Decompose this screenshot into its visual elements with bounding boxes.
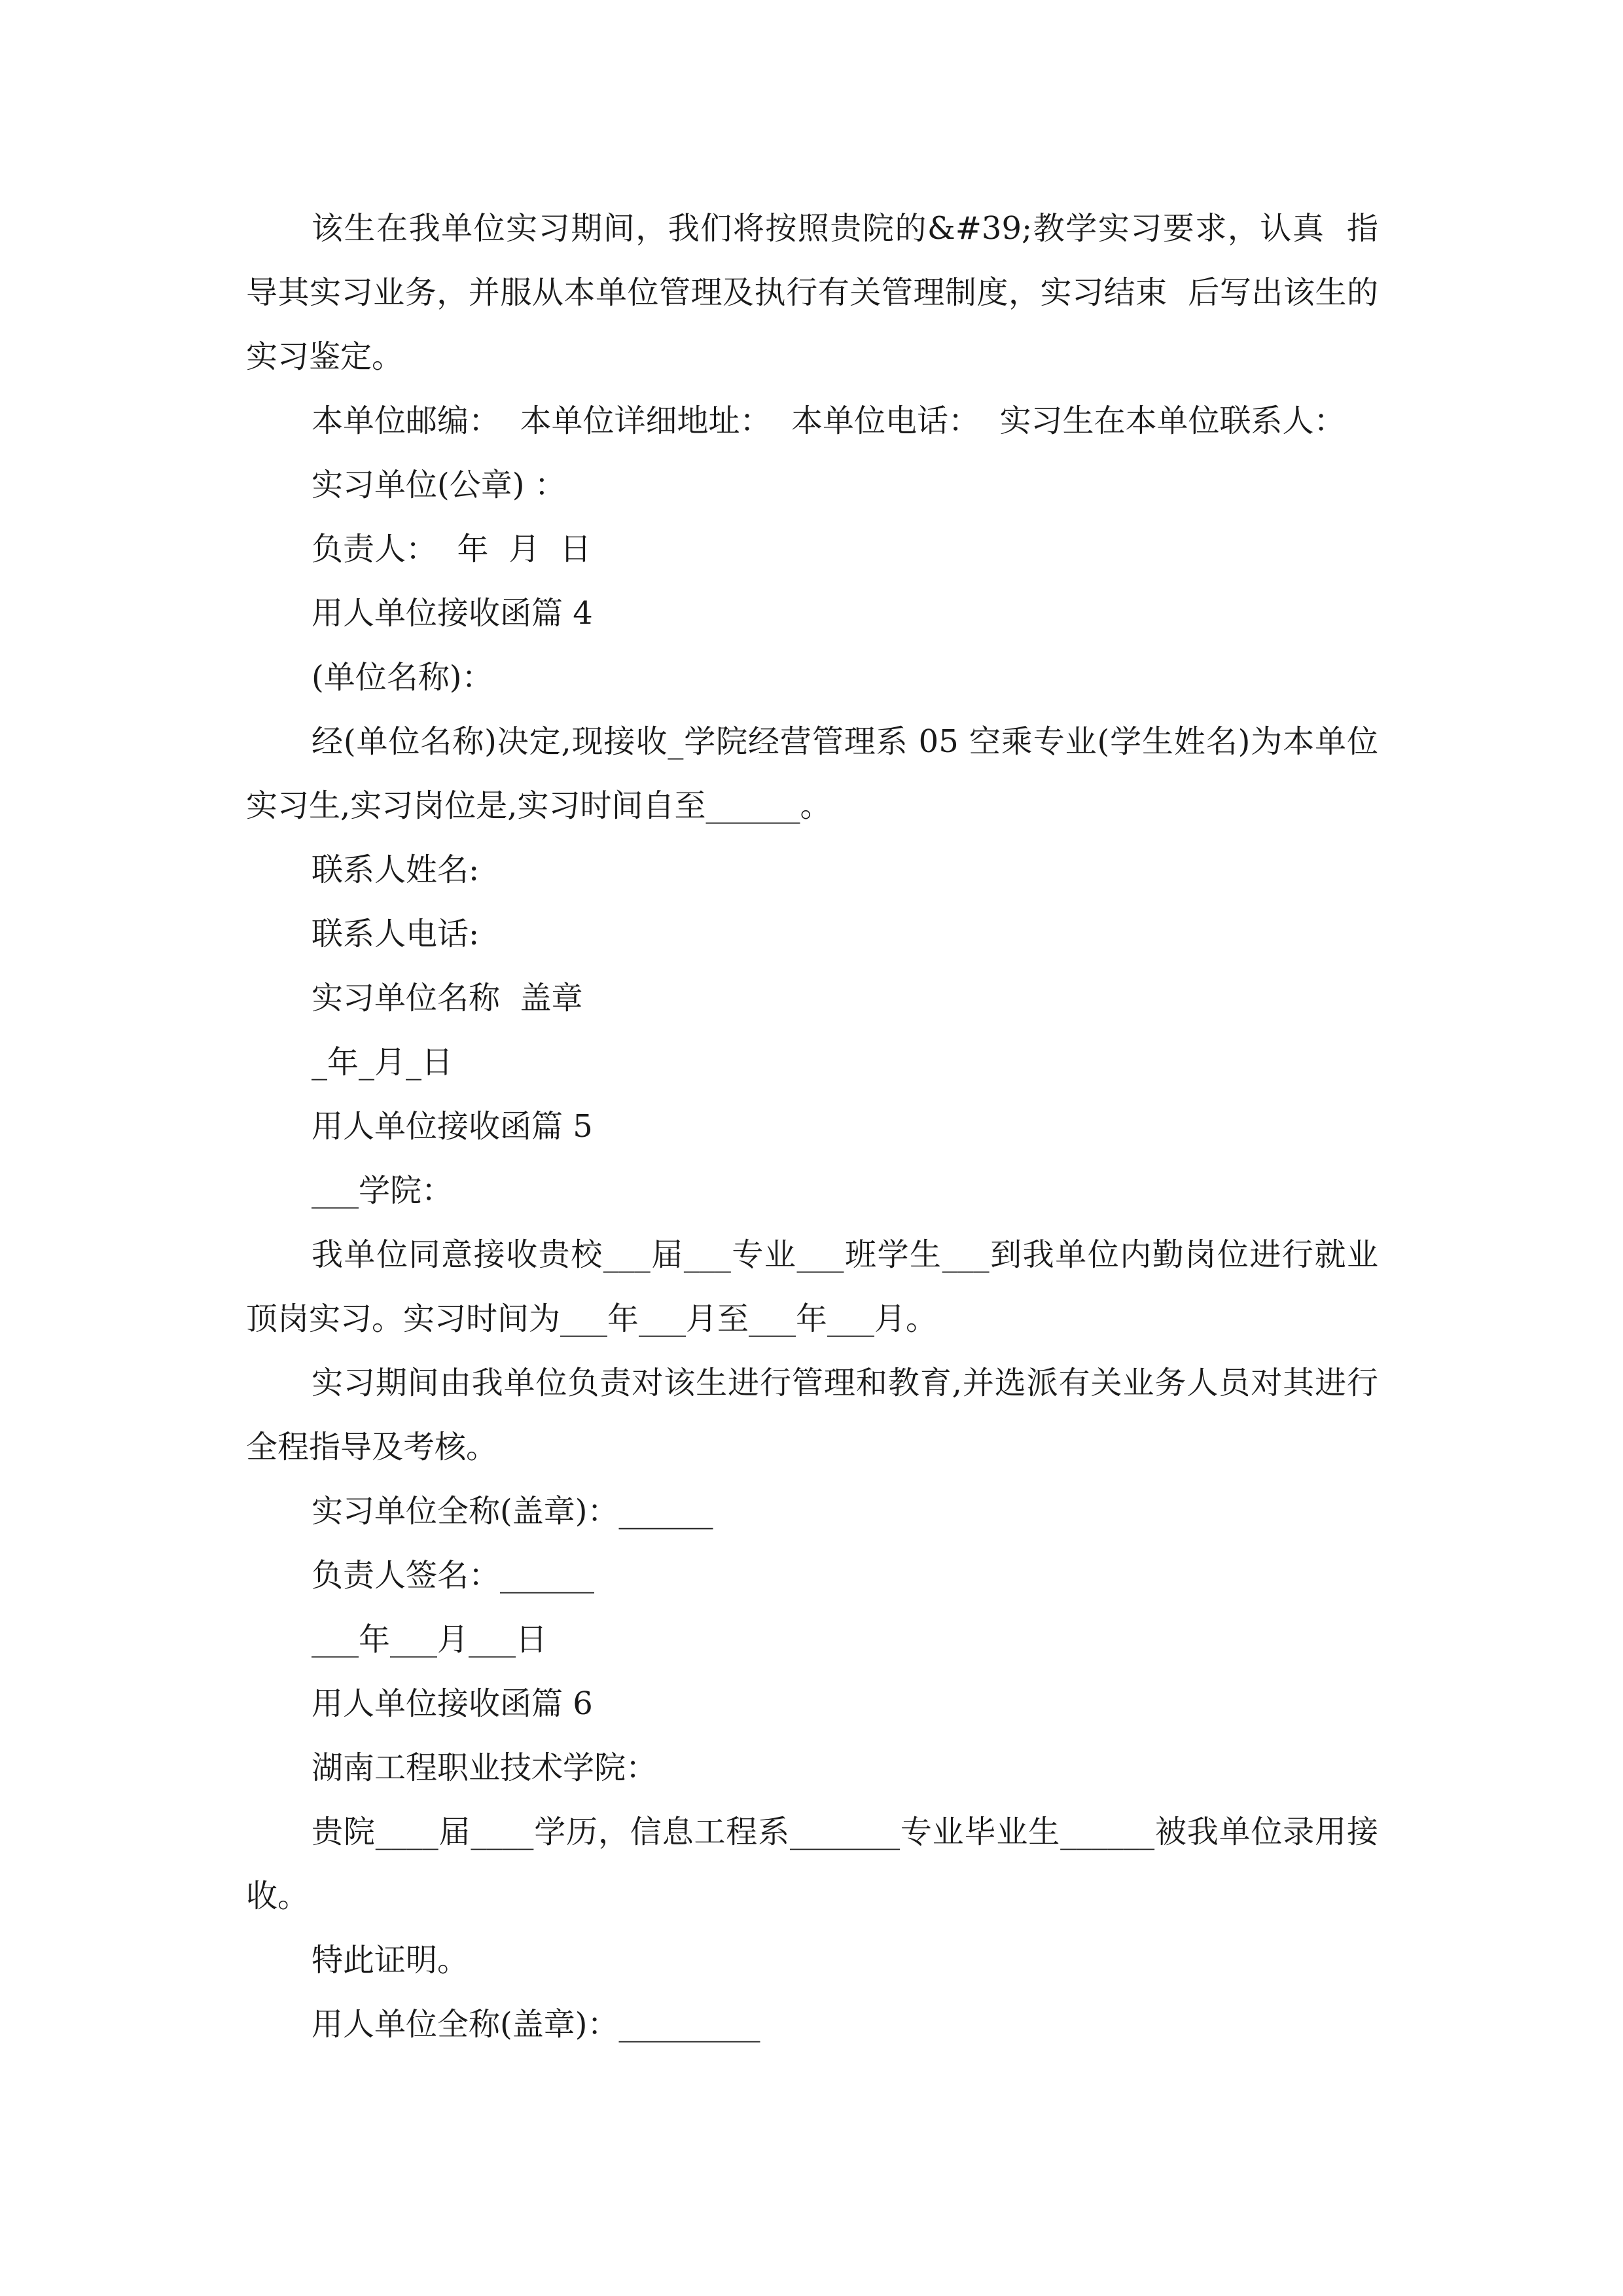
paragraph-responsible-date: 负责人： 年 月 日 — [312, 531, 592, 567]
section-heading-6: 用人单位接收函篇 6 — [312, 1685, 593, 1722]
paragraph-contact-name: 联系人姓名: — [312, 852, 480, 888]
paragraph-college-6: 湖南工程职业技术学院： — [312, 1749, 658, 1786]
paragraph-management-5: 实习期间由我单位负责对该生进行管理和教育,并选派有关业务人员对其进行全程指导及考核。 — [246, 1365, 1378, 1465]
document-body — [246, 196, 1378, 2056]
paragraph-unit-contact-info: 本单位邮编： 本单位详细地址： 本单位电话： 实习生在本单位联系人： — [312, 403, 1346, 439]
paragraph-acceptance-4: 经(单位名称)决定,现接收_学院经营管理系 05 空乘专业(学生姓名)为本单位实习生,实习岗位是,实习时间自至______。 — [246, 723, 1378, 824]
paragraph-unit-fullname-6: 用人单位全称(盖章)：_________ — [312, 2006, 760, 2043]
paragraph-signature-5: 负责人签名：______ — [312, 1557, 595, 1594]
paragraph-contact-phone: 联系人电话: — [312, 916, 480, 952]
paragraph-date-5: ___年___月___日 — [312, 1621, 548, 1658]
paragraph-date-4: _年_月_日 — [312, 1044, 454, 1081]
paragraph-unit-name-seal: 实习单位名称 盖章 — [312, 980, 583, 1016]
paragraph-unit-fullname-5: 实习单位全称(盖章)：______ — [312, 1493, 713, 1530]
paragraph-certify-6: 特此证明。 — [312, 1942, 469, 1979]
paragraph-acceptance-5: 我单位同意接收贵校___届___专业___班学生___到我单位内勤岗位进行就业顶岗实习。实习时间为___年___月至___年___月。 — [246, 1236, 1378, 1337]
paragraph-college-5: ___学院： — [312, 1172, 454, 1209]
paragraph-unit-name: (单位名称)： — [312, 659, 493, 696]
section-heading-4: 用人单位接收函篇 4 — [312, 595, 593, 632]
section-heading-5: 用人单位接收函篇 5 — [312, 1108, 593, 1145]
paragraph-internship-guidance: 该生在我单位实习期间，我们将按照贵院的&#39;教学实习要求，认真 指导其实习业务，并服从本单位管理及执行有关管理制度，实习结束 后写出该生的实习鉴定。 — [246, 210, 1378, 375]
paragraph-acceptance-6: 贵院____届____学历，信息工程系_______专业毕业生______被我单位录用接收。 — [246, 1814, 1378, 1914]
paragraph-unit-seal: 实习单位(公章) ： — [312, 467, 566, 503]
